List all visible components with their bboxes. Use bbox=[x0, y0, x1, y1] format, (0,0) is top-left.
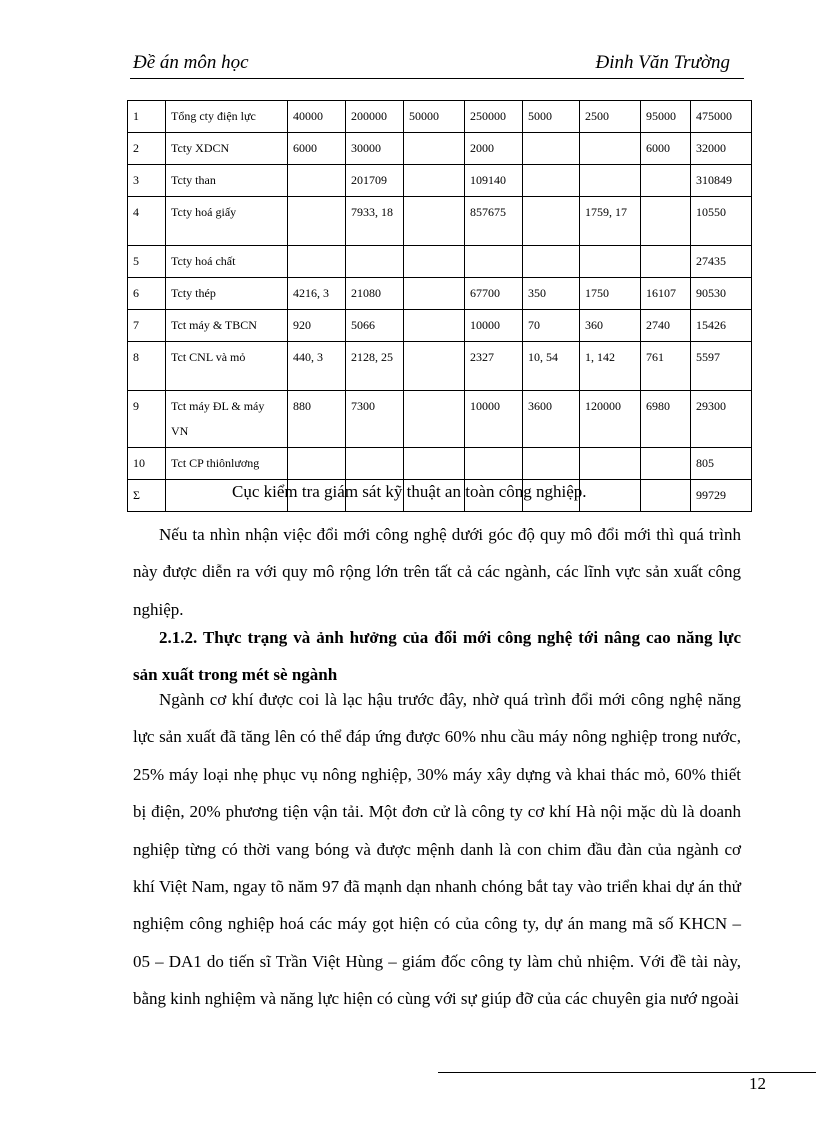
value-cell bbox=[346, 448, 404, 480]
table-row bbox=[128, 197, 752, 246]
value-cell: 857675 bbox=[465, 197, 523, 246]
value-cell bbox=[580, 448, 641, 480]
value-cell: 360 bbox=[580, 310, 641, 342]
value-cell: 99729 bbox=[691, 480, 752, 512]
table-row bbox=[128, 342, 752, 391]
value-cell: 440, 3 bbox=[288, 342, 346, 391]
value-cell: 10000 bbox=[465, 310, 523, 342]
row-number-cell: 8 bbox=[128, 342, 166, 391]
value-cell: 4216, 3 bbox=[288, 278, 346, 310]
value-cell bbox=[523, 246, 580, 278]
value-cell: 50000 bbox=[404, 101, 465, 133]
value-cell: 761 bbox=[641, 342, 691, 391]
value-cell bbox=[404, 197, 465, 246]
value-cell: 70 bbox=[523, 310, 580, 342]
value-cell: 120000 bbox=[580, 391, 641, 448]
value-cell bbox=[641, 480, 691, 512]
value-cell bbox=[580, 246, 641, 278]
value-cell: 6000 bbox=[641, 133, 691, 165]
value-cell: 880 bbox=[288, 391, 346, 448]
company-name-cell: Tổng cty điện lực bbox=[166, 101, 288, 133]
value-cell bbox=[404, 278, 465, 310]
value-cell bbox=[580, 165, 641, 197]
value-cell: 5000 bbox=[523, 101, 580, 133]
value-cell: 2000 bbox=[465, 133, 523, 165]
value-cell bbox=[404, 133, 465, 165]
value-cell: 1, 142 bbox=[580, 342, 641, 391]
value-cell bbox=[288, 448, 346, 480]
header-divider bbox=[130, 78, 744, 79]
paragraph-text: Nếu ta nhìn nhận việc đổi mới công nghệ dưới góc độ quy mô đổi mới thì quá trình này được diễn ra với quy mô rộng lớn trên tất cả các ngành, các lĩnh vực sản xuất công nghiệp. bbox=[133, 525, 741, 619]
statistics-table bbox=[127, 100, 752, 512]
value-cell: 805 bbox=[691, 448, 752, 480]
row-number-cell: 3 bbox=[128, 165, 166, 197]
value-cell: 5597 bbox=[691, 342, 752, 391]
value-cell: 310849 bbox=[691, 165, 752, 197]
company-name-cell: Tcty hoá giấy bbox=[166, 197, 288, 246]
value-cell bbox=[346, 246, 404, 278]
value-cell: 2500 bbox=[580, 101, 641, 133]
value-cell bbox=[641, 197, 691, 246]
company-name-cell: Tct CP thiônlương bbox=[166, 448, 288, 480]
value-cell bbox=[288, 197, 346, 246]
value-cell: 350 bbox=[523, 278, 580, 310]
value-cell bbox=[641, 448, 691, 480]
table-row bbox=[128, 310, 752, 342]
value-cell: 109140 bbox=[465, 165, 523, 197]
row-number-cell: 4 bbox=[128, 197, 166, 246]
row-number-cell: 7 bbox=[128, 310, 166, 342]
value-cell: 10000 bbox=[465, 391, 523, 448]
row-number-cell: 2 bbox=[128, 133, 166, 165]
header-doc-title: Đề án môn học bbox=[133, 52, 249, 73]
value-cell bbox=[641, 246, 691, 278]
table-source-caption: Cục kiểm tra giám sát kỹ thuật an toàn công nghiệp. bbox=[232, 482, 587, 501]
value-cell bbox=[404, 246, 465, 278]
value-cell: 67700 bbox=[465, 278, 523, 310]
value-cell bbox=[523, 448, 580, 480]
paragraph-scale bbox=[133, 516, 741, 628]
value-cell: 21080 bbox=[346, 278, 404, 310]
value-cell: 27435 bbox=[691, 246, 752, 278]
value-cell bbox=[288, 165, 346, 197]
value-cell: 2128, 25 bbox=[346, 342, 404, 391]
value-cell: 16107 bbox=[641, 278, 691, 310]
value-cell: 200000 bbox=[346, 101, 404, 133]
company-name-cell: Tcty XDCN bbox=[166, 133, 288, 165]
value-cell bbox=[465, 246, 523, 278]
row-number-cell: 9 bbox=[128, 391, 166, 448]
paragraph-mechanical-industry bbox=[133, 681, 741, 1018]
value-cell: 2740 bbox=[641, 310, 691, 342]
table-row bbox=[128, 133, 752, 165]
value-cell: 3600 bbox=[523, 391, 580, 448]
row-number-cell: 6 bbox=[128, 278, 166, 310]
value-cell: 90530 bbox=[691, 278, 752, 310]
value-cell bbox=[580, 133, 641, 165]
company-name-cell: Tct CNL và mỏ bbox=[166, 342, 288, 391]
table-row bbox=[128, 391, 752, 448]
value-cell: 201709 bbox=[346, 165, 404, 197]
value-cell bbox=[288, 246, 346, 278]
table-row bbox=[128, 246, 752, 278]
value-cell bbox=[404, 310, 465, 342]
value-cell: 40000 bbox=[288, 101, 346, 133]
table-row bbox=[128, 448, 752, 480]
value-cell: 250000 bbox=[465, 101, 523, 133]
value-cell: 1750 bbox=[580, 278, 641, 310]
company-name-cell: Tcty than bbox=[166, 165, 288, 197]
value-cell: 10, 54 bbox=[523, 342, 580, 391]
value-cell: 6000 bbox=[288, 133, 346, 165]
value-cell: 6980 bbox=[641, 391, 691, 448]
value-cell bbox=[641, 165, 691, 197]
value-cell bbox=[404, 448, 465, 480]
value-cell bbox=[404, 391, 465, 448]
footer-divider bbox=[438, 1072, 816, 1073]
value-cell: 920 bbox=[288, 310, 346, 342]
value-cell: 475000 bbox=[691, 101, 752, 133]
row-number-cell: Σ bbox=[128, 480, 166, 512]
page-number: 12 bbox=[749, 1074, 766, 1093]
value-cell: 7300 bbox=[346, 391, 404, 448]
row-number-cell: 1 bbox=[128, 101, 166, 133]
company-name-cell: Tcty hoá chất bbox=[166, 246, 288, 278]
value-cell bbox=[404, 165, 465, 197]
value-cell bbox=[580, 480, 641, 512]
section-heading: 2.1.2. Thực trạng và ảnh hưởng của đổi mới công nghệ tới nâng cao năng lực sản xuất trong mét sè ngành bbox=[133, 628, 741, 685]
value-cell: 7933, 18 bbox=[346, 197, 404, 246]
value-cell bbox=[523, 197, 580, 246]
value-cell: 10550 bbox=[691, 197, 752, 246]
value-cell: 30000 bbox=[346, 133, 404, 165]
value-cell: 1759, 17 bbox=[580, 197, 641, 246]
table-row bbox=[128, 278, 752, 310]
value-cell: 95000 bbox=[641, 101, 691, 133]
table-row bbox=[128, 165, 752, 197]
value-cell: 29300 bbox=[691, 391, 752, 448]
value-cell: 2327 bbox=[465, 342, 523, 391]
company-name-cell: Tct máy ĐL & máy VN bbox=[166, 391, 288, 448]
value-cell bbox=[465, 448, 523, 480]
row-number-cell: 10 bbox=[128, 448, 166, 480]
value-cell: 5066 bbox=[346, 310, 404, 342]
table-row bbox=[128, 101, 752, 133]
row-number-cell: 5 bbox=[128, 246, 166, 278]
paragraph-text: Ngành cơ khí được coi là lạc hậu trước đây, nhờ quá trình đổi mới công nghệ năng lực sản xuất đã tăng lên có thể đáp ứng được 60% nhu cầu máy nông nghiệp trong nước, 25% máy loại nhẹ phục vụ nông nghiệp, 30% máy xây dựng và khai thác mỏ, 60% thiết bị điện, 20% phương tiện vận tải. Một đơn cử là công ty cơ khí Hà nội mặc dù là doanh nghiệp từng có thời vang bóng và được mệnh danh là con chim đầu đàn của ngành cơ khí Việt Nam, ngay tõ năm 97 đã mạnh dạn nhanh chóng bắt tay vào triển khai dự án thử nghiệm công nghiệp hoá các máy gọt hiện có của công ty, dự án mang mã số KHCN – 05 – DA1 do tiến sĩ Trần Việt Hùng – giám đốc công ty làm chủ nhiệm. Với đề tài này, bằng kinh nghiệm và năng lực hiện có cùng với sự giúp đỡ của các chuyên gia nướ ngoài bbox=[133, 690, 741, 1009]
value-cell bbox=[523, 133, 580, 165]
header-author: Đinh Văn Trường bbox=[595, 52, 730, 73]
company-name-cell: Tct máy & TBCN bbox=[166, 310, 288, 342]
value-cell: 32000 bbox=[691, 133, 752, 165]
company-name-cell: Tcty thép bbox=[166, 278, 288, 310]
value-cell bbox=[523, 165, 580, 197]
value-cell bbox=[404, 342, 465, 391]
value-cell: 15426 bbox=[691, 310, 752, 342]
